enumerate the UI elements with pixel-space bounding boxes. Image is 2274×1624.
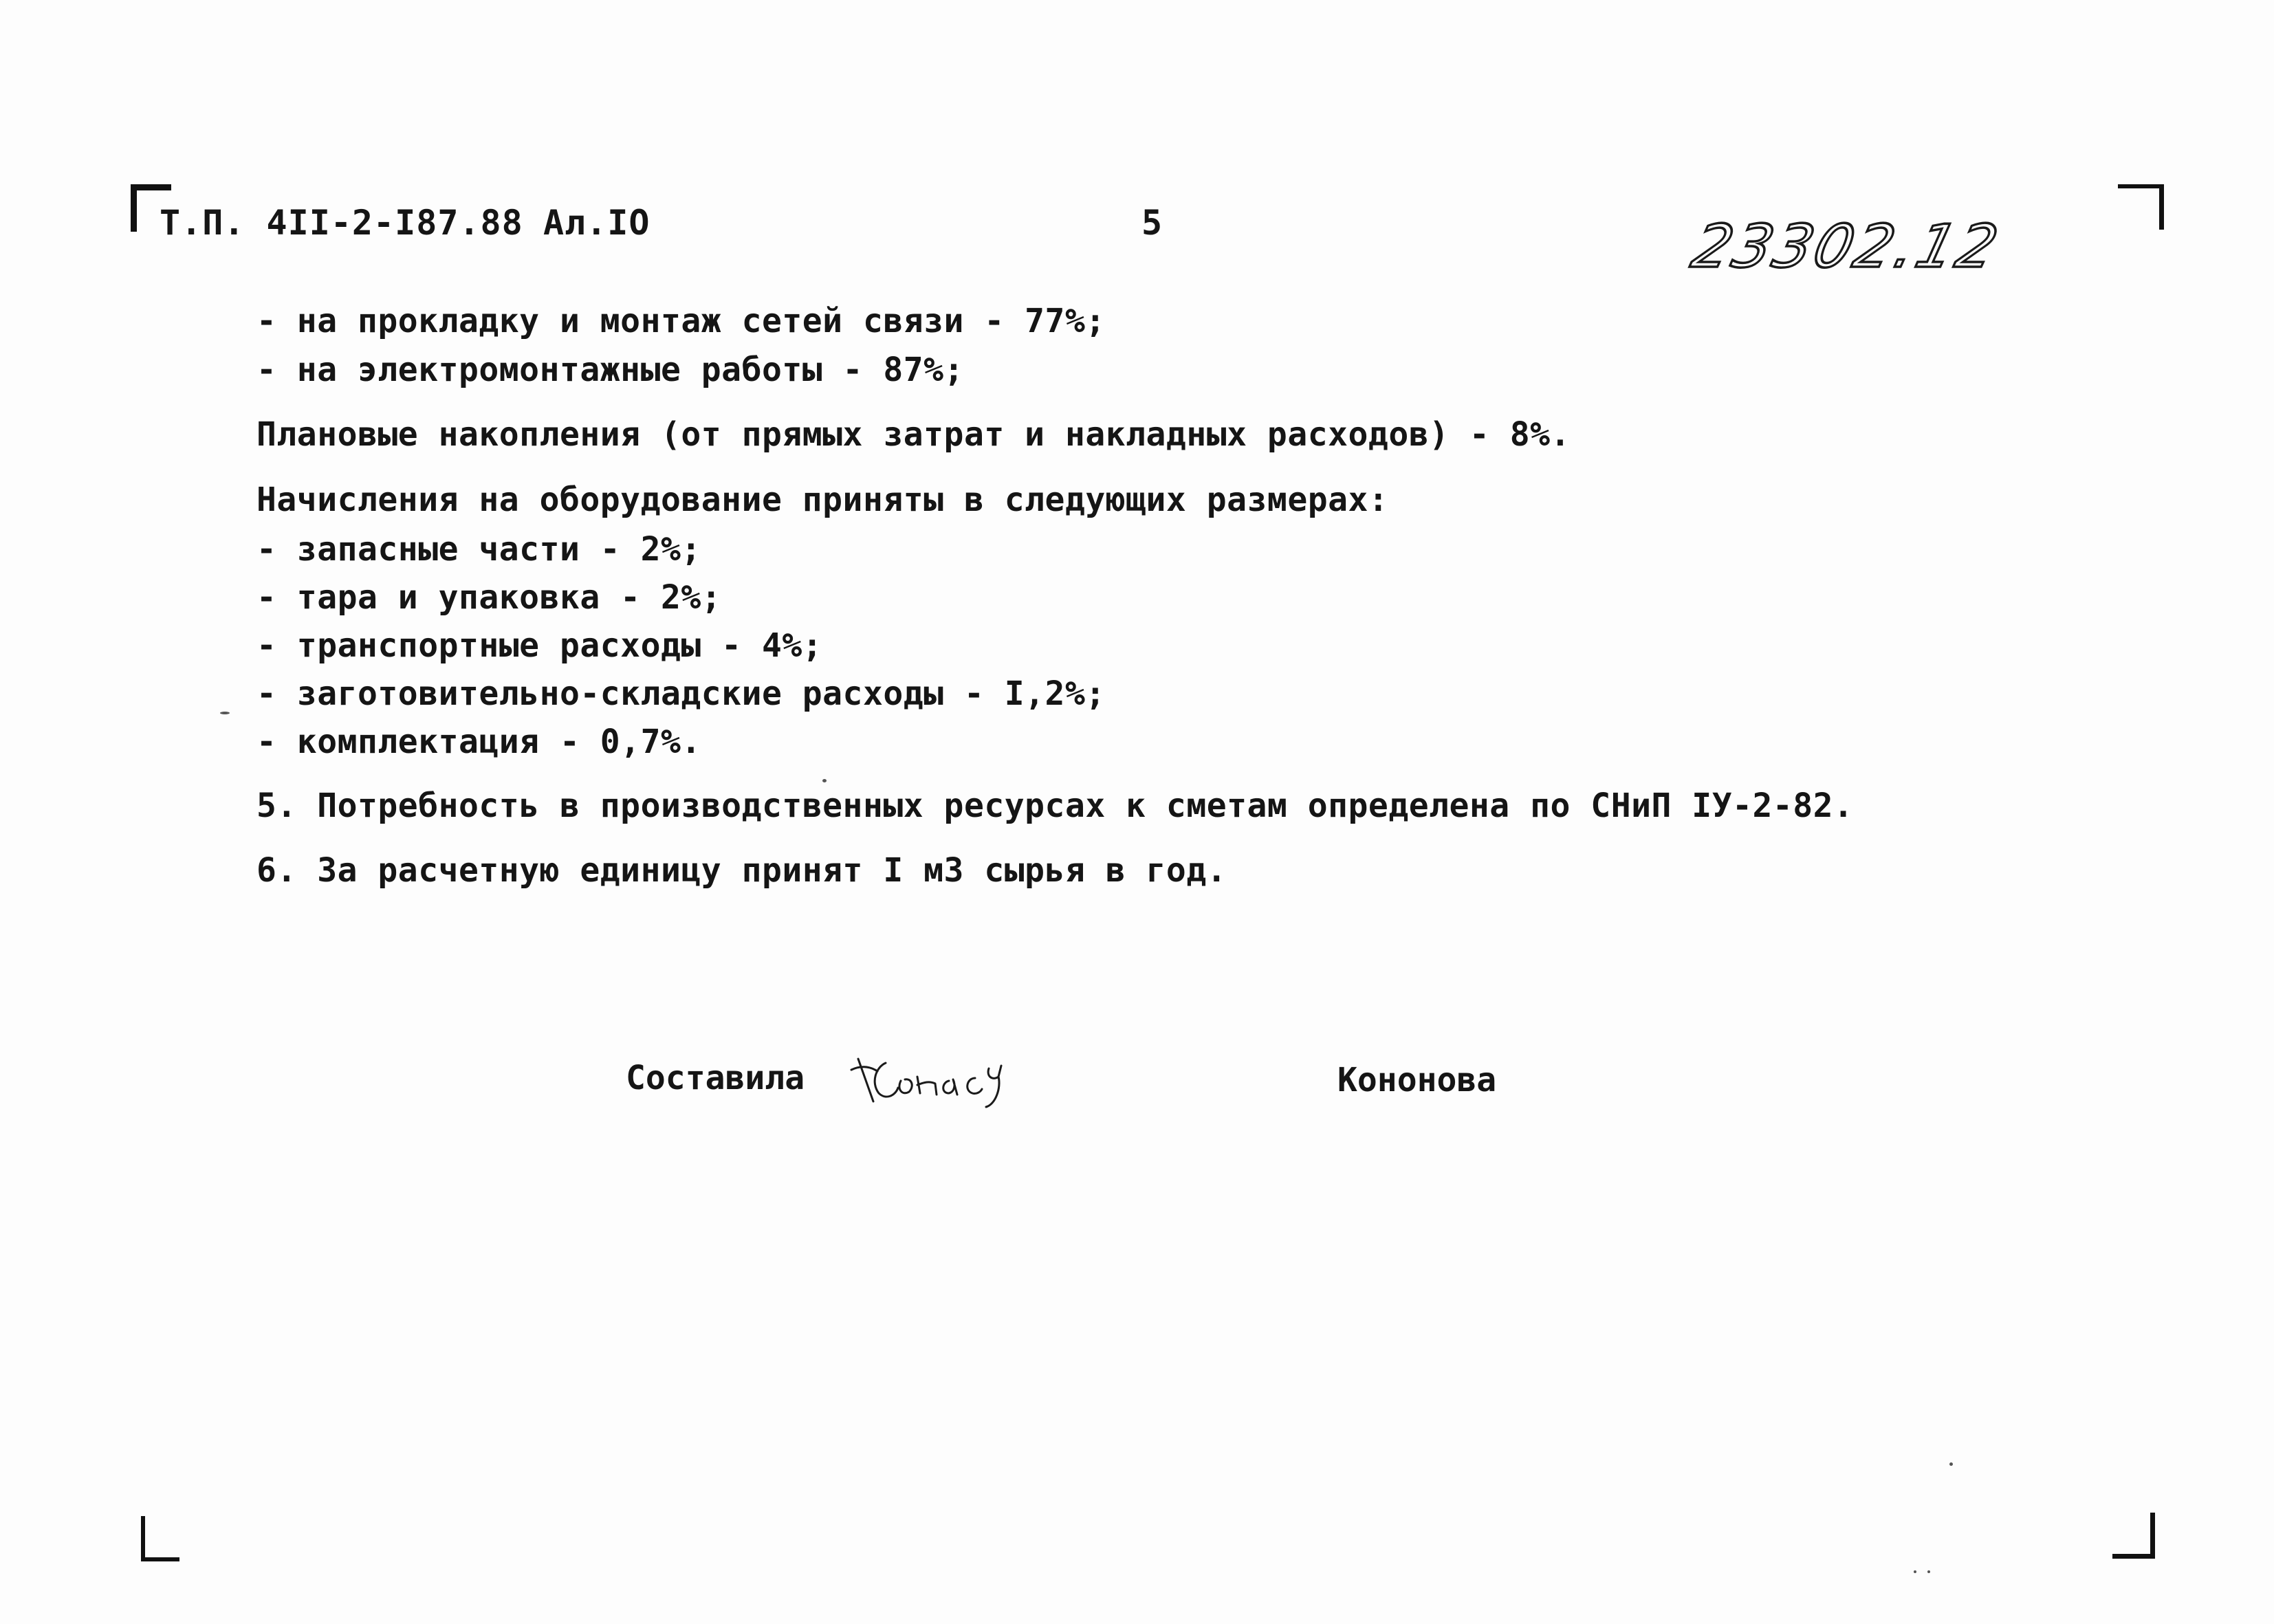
text-line: - заготовительно-складские расходы - I,2%; xyxy=(256,674,1106,713)
text-line: - на электромонтажные работы - 87%; xyxy=(256,351,964,389)
text-line: - тара и упаковка - 2%; xyxy=(256,578,722,617)
page-number: 5 xyxy=(1141,203,1163,243)
text-line: Плановые накопления (от прямых затрат и накладных расходов) - 8%. xyxy=(256,415,1571,454)
text-line: - запасные части - 2%; xyxy=(256,530,701,569)
sheet-label: Ал.IO xyxy=(543,203,651,243)
signature-label: Составила xyxy=(626,1059,805,1097)
scan-speck xyxy=(220,712,230,714)
scan-speck xyxy=(1949,1462,1953,1466)
archive-number-text: 23302.12 xyxy=(1685,212,2007,281)
document-code: Т.П. 4II-2-I87.88 xyxy=(160,203,523,243)
text-line: - транспортные расходы - 4%; xyxy=(256,626,823,665)
text-line: - комплектация - 0,7%. xyxy=(256,723,701,761)
text-line: 6. За расчетную единицу принят I м3 сырья в год. xyxy=(256,851,1227,890)
scan-speck xyxy=(822,779,827,782)
signer-name: Кононова xyxy=(1337,1061,1497,1099)
scan-speck xyxy=(1927,1570,1930,1573)
scan-speck xyxy=(1914,1570,1916,1573)
corner-mark-top-right xyxy=(2118,184,2164,230)
corner-mark-bottom-left xyxy=(141,1516,179,1561)
text-line: - на прокладку и монтаж сетей связи - 77%; xyxy=(256,302,1106,340)
handwritten-signature xyxy=(846,1038,1018,1114)
archive-number-handwritten xyxy=(1685,212,2007,289)
text-line: 5. Потребность в производственных ресурсах к сметам определена по СНиП IУ-2-82. xyxy=(256,787,1854,825)
corner-mark-bottom-right xyxy=(2112,1513,2155,1559)
text-line: Начисления на оборудование приняты в следующих размерах: xyxy=(256,481,1389,519)
